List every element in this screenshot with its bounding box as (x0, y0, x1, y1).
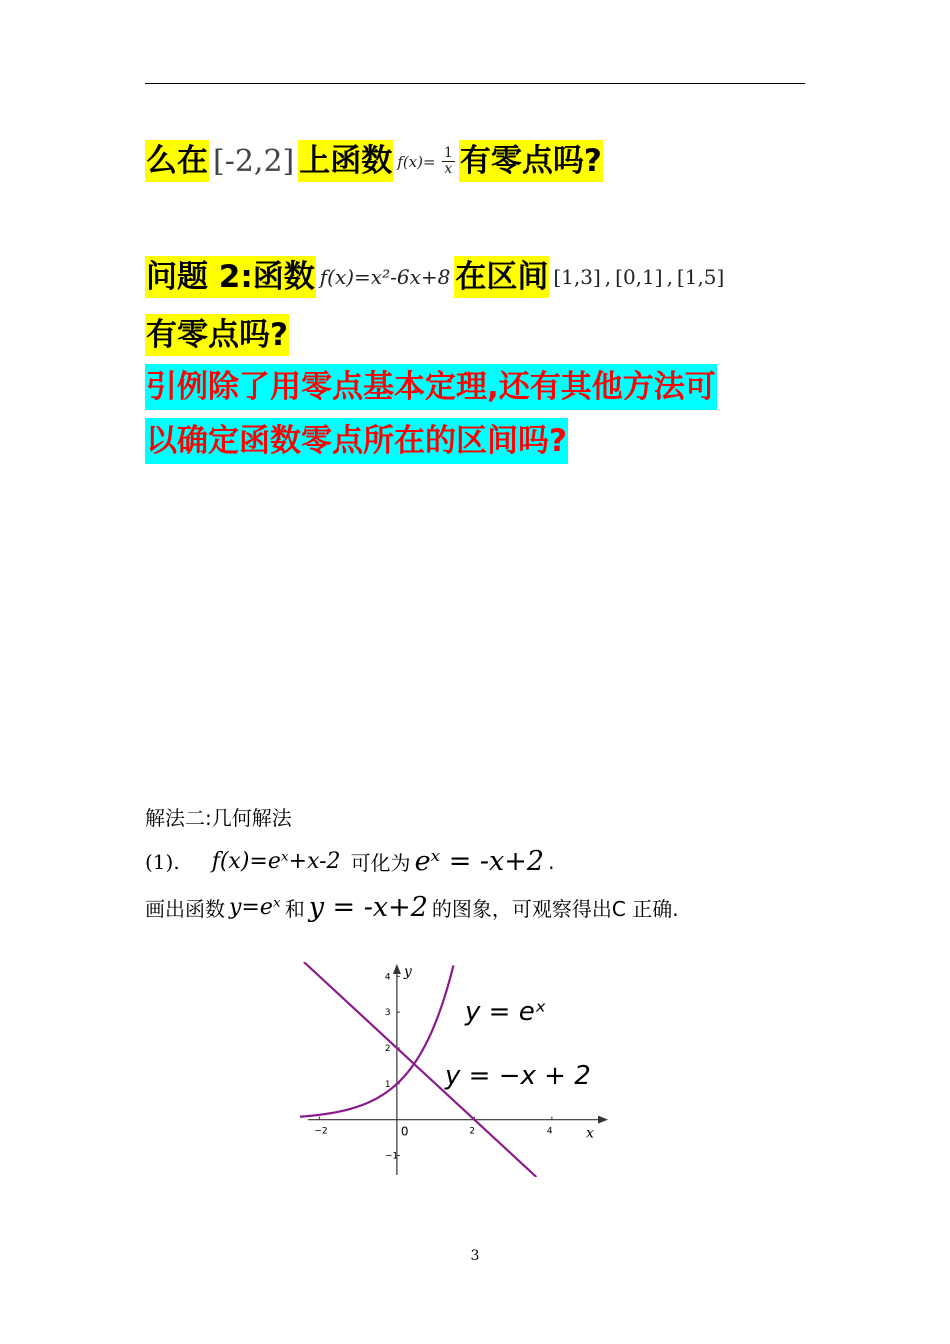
q2-prefix: 问题 2:函数 (145, 256, 316, 298)
q2-interval-2: [0,1] (615, 265, 663, 289)
q2-interval-3: [1,5] (676, 265, 725, 289)
solution-heading: 解法二:几何解法 (145, 806, 292, 830)
curve-line-label: y = −x + 2 (445, 1061, 591, 1091)
x-tick-label: −2 (314, 1126, 328, 1137)
period: . (548, 849, 555, 874)
step-number: (1). (145, 849, 180, 874)
function-graph (300, 962, 610, 1177)
q2-middle: 在区间 (454, 256, 549, 298)
header-rule (145, 83, 805, 84)
q1-function: f(x)= $\frac{1}{x}$ (397, 144, 453, 177)
q2-function: f(x)=x²-6x+8 (319, 265, 451, 289)
y-axis-arrow (393, 964, 401, 974)
q2-line2: 有零点吗? (145, 314, 289, 356)
question-1-line (145, 140, 603, 182)
y-tick-label: 3 (384, 1008, 391, 1019)
remark-text-2: 以确定函数零点所在的区间吗? (145, 418, 568, 464)
x-axis-arrow (598, 1116, 608, 1124)
remark-line-2 (145, 418, 568, 464)
q1-fraction: $\frac{1}{x}$ (443, 144, 453, 177)
and-text: 和 (284, 897, 305, 921)
q1-prefix: 么在 (145, 140, 209, 182)
remark-line-1 (145, 364, 717, 410)
y-tick-label: −1 (384, 1151, 399, 1162)
y-tick-label: 4 (384, 972, 391, 983)
remark-text-1: 引例除了用零点基本定理,还有其他方法可 (145, 364, 717, 410)
q1-suffix: 有零点吗? (459, 140, 603, 182)
y-tick-label: 1 (384, 1079, 391, 1090)
x-axis-label: x (586, 1125, 594, 1142)
page-number: 3 (470, 1248, 480, 1264)
equation-2: eˣ = -x+2 (414, 846, 545, 877)
curve-exp-label: y = eˣ (465, 997, 547, 1027)
x-tick-label: 2 (469, 1126, 476, 1137)
solution-step-2 (145, 892, 679, 923)
x-tick-label: 4 (546, 1126, 553, 1137)
equation-1: f(x)=eˣ+x-2 (211, 849, 341, 874)
q1-middle: 上函数 (298, 140, 393, 182)
curve-exp (300, 965, 454, 1116)
q2-interval-1: [1,3] (553, 265, 601, 289)
y-axis-label: y (403, 964, 412, 980)
solution-step-1 (145, 846, 554, 877)
question-2-line: 问题 2:函数 f(x)=x²-6x+8 在区间 [1,3] , [0,1] , [1,5] (145, 256, 728, 298)
y-tick-label: 2 (384, 1044, 391, 1054)
q1-interval: [-2,2] (213, 143, 295, 179)
equation-4: y = -x+2 (308, 892, 428, 923)
draw-text: 画出函数 (145, 897, 225, 921)
text-convert: 可化为 (350, 851, 411, 875)
equation-3: y=eˣ (229, 895, 281, 920)
question-2-line-2 (145, 314, 289, 356)
origin-label: 0 (400, 1124, 409, 1139)
conclusion-text: 的图象，可观察得出C 正确. (431, 897, 679, 921)
